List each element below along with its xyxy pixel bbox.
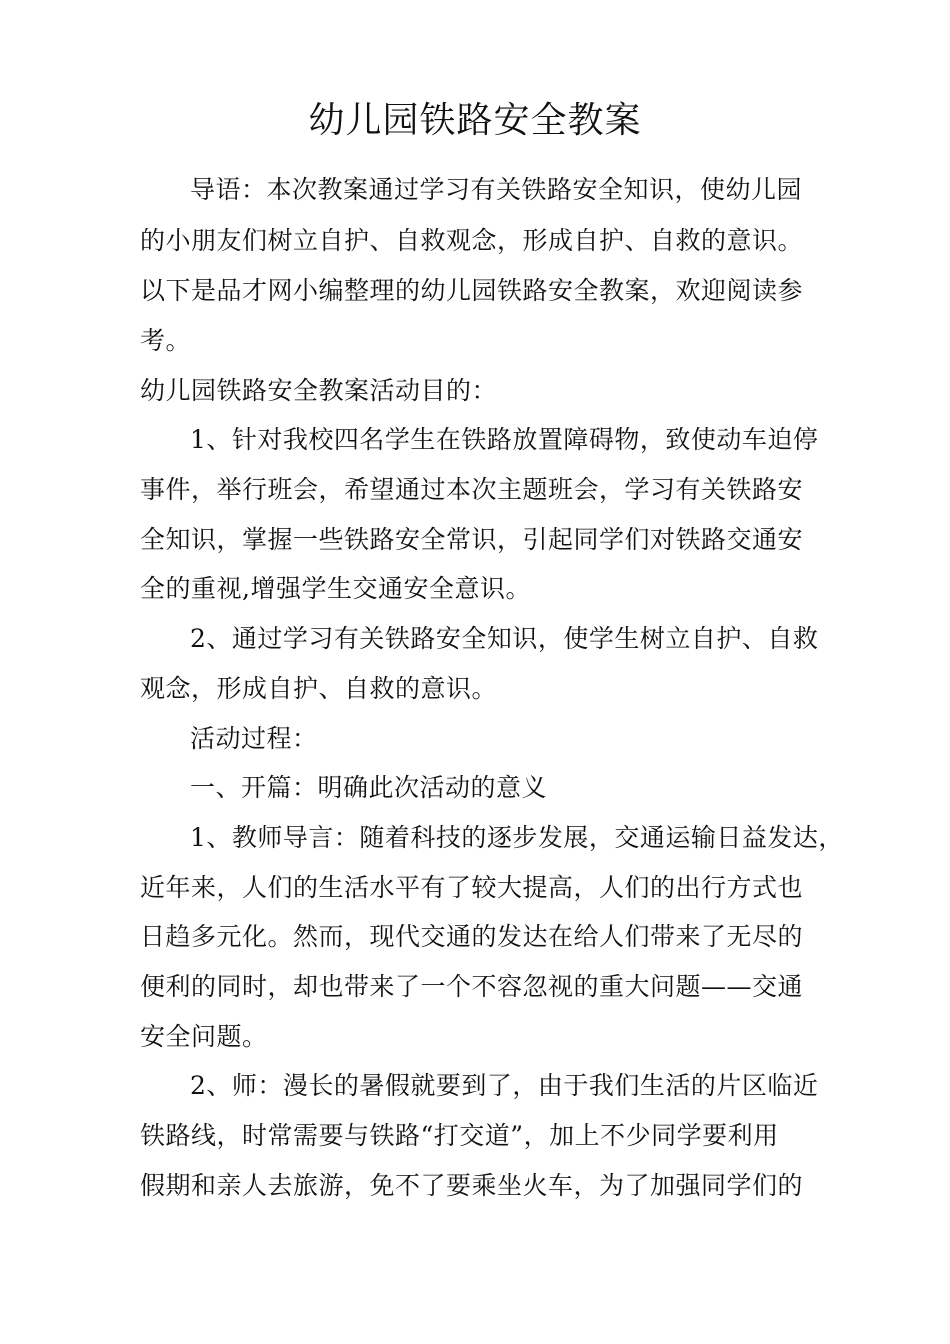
text-line: 安全问题。 bbox=[140, 1022, 268, 1051]
text-line: 1、教师导言：随着科技的逐步发展，交通运输日益发达， bbox=[190, 823, 844, 852]
text-line: 考。 bbox=[140, 326, 192, 355]
text-line: 近年来，人们的生活水平有了较大提高，人们的出行方式也 bbox=[140, 873, 804, 902]
text-line: 活动过程： bbox=[190, 724, 318, 753]
text-line: 事件，举行班会，希望通过本次主题班会，学习有关铁路安 bbox=[140, 475, 804, 504]
text-line: 1、针对我校四名学生在铁路放置障碍物，致使动车迫停 bbox=[190, 425, 819, 454]
text-line: 2、通过学习有关铁路安全知识，使学生树立自护、自救 bbox=[190, 624, 819, 653]
text-line: 便利的同时，却也带来了一个不容忽视的重大问题——交通 bbox=[140, 972, 804, 1001]
text-line: 铁路线，时常需要与铁路“打交道”，加上不少同学要利用 bbox=[140, 1121, 779, 1150]
text-line: 观念，形成自护、自救的意识。 bbox=[140, 674, 498, 703]
text-line: 假期和亲人去旅游，免不了要乘坐火车，为了加强同学们的 bbox=[140, 1171, 804, 1200]
text-line: 导语：本次教案通过学习有关铁路安全知识，使幼儿园 bbox=[190, 175, 803, 204]
text-line: 的小朋友们树立自护、自救观念，形成自护、自救的意识。 bbox=[140, 226, 804, 255]
text-line: 以下是品才网小编整理的幼儿园铁路安全教案，欢迎阅读参 bbox=[140, 276, 804, 305]
text-line: 全的重视,增强学生交通安全意识。 bbox=[140, 574, 531, 603]
text-line: 2、师：漫长的暑假就要到了，由于我们生活的片区临近 bbox=[190, 1071, 819, 1100]
document-title: 幼儿园铁路安全教案 bbox=[308, 100, 642, 141]
text-line: 日趋多元化。然而，现代交通的发达在给人们带来了无尽的 bbox=[140, 922, 804, 951]
text-line: 幼儿园铁路安全教案活动目的： bbox=[140, 376, 498, 405]
text-line: 全知识，掌握一些铁路安全常识，引起同学们对铁路交通安 bbox=[140, 525, 804, 554]
text-line: 一、开篇：明确此次活动的意义 bbox=[190, 773, 548, 802]
